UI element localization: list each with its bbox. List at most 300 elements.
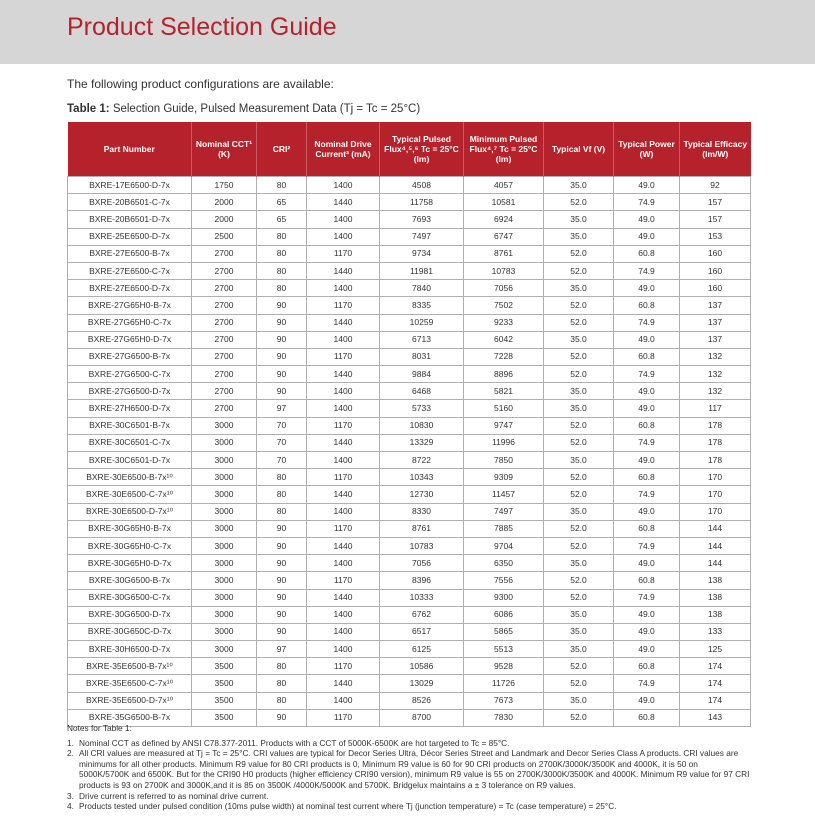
table-cell: BXRE-27E6500-C-7x [68, 262, 192, 279]
table-cell: 3000 [192, 537, 257, 554]
table-cell: 7840 [380, 280, 464, 297]
table-row [68, 280, 751, 297]
table-cell: BXRE-35E6500-C-7x¹⁰ [68, 675, 192, 692]
table-cell: 80 [257, 486, 307, 503]
table-row [68, 297, 751, 314]
table-cell: BXRE-27E6500-B-7x [68, 245, 192, 262]
table-cell: 1170 [307, 572, 380, 589]
table-cell: 137 [680, 331, 751, 348]
table-cell: BXRE-30E6500-B-7x¹⁰ [68, 469, 192, 486]
table-cell: 35.0 [544, 623, 614, 640]
table-cell: 160 [680, 280, 751, 297]
table-cell: 3500 [192, 675, 257, 692]
table-cell: 4057 [464, 177, 544, 194]
table-cell: 74.9 [614, 537, 680, 554]
column-header: CRI² [257, 122, 307, 177]
table-cell: BXRE-20B6501-D-7x [68, 211, 192, 228]
table-cell: 125 [680, 641, 751, 658]
table-cell: 1440 [307, 194, 380, 211]
table-cell: 6042 [464, 331, 544, 348]
table-cell: BXRE-30G6500-C-7x [68, 589, 192, 606]
table-cell: BXRE-27H6500-D-7x [68, 400, 192, 417]
table-cell: BXRE-17E6500-D-7x [68, 177, 192, 194]
table-cell: 49.0 [614, 331, 680, 348]
table-row [68, 228, 751, 245]
table-cell: 5513 [464, 641, 544, 658]
table-cell: BXRE-30E6500-D-7x¹⁰ [68, 503, 192, 520]
table-cell: 1170 [307, 658, 380, 675]
table-cell: 174 [680, 658, 751, 675]
table-cell: 3000 [192, 434, 257, 451]
table-cell: 52.0 [544, 658, 614, 675]
table-cell: 35.0 [544, 606, 614, 623]
table-cell: 35.0 [544, 280, 614, 297]
table-cell: 144 [680, 537, 751, 554]
table-row [68, 555, 751, 572]
table-cell: BXRE-27G65H0-C-7x [68, 314, 192, 331]
note-number: 3. [67, 790, 74, 801]
table-row [68, 503, 751, 520]
table-cell: BXRE-27G6500-B-7x [68, 348, 192, 365]
table-cell: 52.0 [544, 366, 614, 383]
table-cell: BXRE-35G6500-B-7x [68, 709, 192, 726]
table-cell: 80 [257, 262, 307, 279]
table-cell: 49.0 [614, 228, 680, 245]
table-cell: 2700 [192, 366, 257, 383]
note-number: 1. [67, 737, 74, 748]
table-cell: 6747 [464, 228, 544, 245]
table-cell: 144 [680, 555, 751, 572]
table-cell: 35.0 [544, 555, 614, 572]
table-cell: 60.8 [614, 245, 680, 262]
table-cell: 80 [257, 228, 307, 245]
table-cell: BXRE-20B6501-C-7x [68, 194, 192, 211]
table-cell: 3500 [192, 692, 257, 709]
table-cell: 8896 [464, 366, 544, 383]
table-cell: BXRE-30H6500-D-7x [68, 641, 192, 658]
table-cell: 6086 [464, 606, 544, 623]
table-cell: 80 [257, 675, 307, 692]
table-cell: 70 [257, 434, 307, 451]
table-cell: 49.0 [614, 555, 680, 572]
table-cell: 1440 [307, 537, 380, 554]
table-cell: 9309 [464, 469, 544, 486]
table-cell: 52.0 [544, 486, 614, 503]
table-row [68, 366, 751, 383]
table-cell: 9704 [464, 537, 544, 554]
table-cell: 90 [257, 537, 307, 554]
table-cell: 52.0 [544, 314, 614, 331]
table-row [68, 572, 751, 589]
table-cell: BXRE-30C6501-B-7x [68, 417, 192, 434]
table-cell: 90 [257, 623, 307, 640]
table-cell: 80 [257, 280, 307, 297]
column-header: Part Number [68, 122, 192, 177]
table-cell: 178 [680, 434, 751, 451]
table-cell: 3500 [192, 709, 257, 726]
table-cell: 49.0 [614, 623, 680, 640]
table-cell: 10259 [380, 314, 464, 331]
table-cell: 3000 [192, 555, 257, 572]
table-cell: 35.0 [544, 452, 614, 469]
table-cell: 8700 [380, 709, 464, 726]
table-cell: 80 [257, 503, 307, 520]
table-cell: 11457 [464, 486, 544, 503]
table-cell: 6125 [380, 641, 464, 658]
table-cell: 1170 [307, 709, 380, 726]
table-cell: 10830 [380, 417, 464, 434]
table-cell: 6350 [464, 555, 544, 572]
table-row [68, 452, 751, 469]
table-cell: 7885 [464, 520, 544, 537]
table-cell: 5821 [464, 383, 544, 400]
table-cell: 3000 [192, 623, 257, 640]
table-row [68, 623, 751, 640]
table-cell: 1400 [307, 503, 380, 520]
table-cell: 9734 [380, 245, 464, 262]
table-caption [67, 103, 420, 115]
table-cell: 157 [680, 194, 751, 211]
table-cell: 49.0 [614, 177, 680, 194]
table-row [68, 486, 751, 503]
table-cell: 8761 [464, 245, 544, 262]
table-cell: 65 [257, 194, 307, 211]
table-cell: 117 [680, 400, 751, 417]
table-header-row [68, 122, 751, 177]
table-cell: 1400 [307, 383, 380, 400]
table-cell: 80 [257, 658, 307, 675]
table-cell: 5160 [464, 400, 544, 417]
table-cell: 1170 [307, 469, 380, 486]
table-cell: 1400 [307, 692, 380, 709]
table-cell: 1400 [307, 228, 380, 245]
table-row [68, 314, 751, 331]
table-cell: 7502 [464, 297, 544, 314]
table-cell: 137 [680, 314, 751, 331]
table-cell: 132 [680, 366, 751, 383]
table-cell: 3000 [192, 452, 257, 469]
table-cell: 60.8 [614, 469, 680, 486]
table-cell: 90 [257, 606, 307, 623]
table-cell: BXRE-30E6500-C-7x¹⁰ [68, 486, 192, 503]
table-cell: 74.9 [614, 486, 680, 503]
table-cell: 35.0 [544, 400, 614, 417]
table-cell: 60.8 [614, 572, 680, 589]
table-cell: 13029 [380, 675, 464, 692]
table-cell: 52.0 [544, 245, 614, 262]
table-cell: 74.9 [614, 314, 680, 331]
table-cell: 60.8 [614, 297, 680, 314]
table-cell: 1400 [307, 177, 380, 194]
note-item [67, 738, 750, 749]
table-cell: 35.0 [544, 331, 614, 348]
table-caption-label: Table 1: [67, 103, 110, 115]
table-cell: 8330 [380, 503, 464, 520]
table-cell: 90 [257, 520, 307, 537]
table-cell: 11758 [380, 194, 464, 211]
table-cell: 7850 [464, 452, 544, 469]
table-cell: 1750 [192, 177, 257, 194]
title-banner [0, 0, 815, 64]
table-row [68, 692, 751, 709]
table-cell: 2000 [192, 194, 257, 211]
table-cell: 3000 [192, 589, 257, 606]
table-cell: 178 [680, 417, 751, 434]
table-cell: 1440 [307, 486, 380, 503]
table-notes [67, 723, 750, 812]
table-cell: 9233 [464, 314, 544, 331]
table-cell: 1440 [307, 589, 380, 606]
table-cell: 1400 [307, 400, 380, 417]
note-text: Nominal CCT as defined by ANSI C78.377-2011. Products with a CCT of 5000K-6500K are hot targeted to Tc = 85°C. [79, 737, 510, 748]
table-cell: 138 [680, 572, 751, 589]
table-cell: 80 [257, 177, 307, 194]
table-cell: 90 [257, 331, 307, 348]
table-cell: 80 [257, 692, 307, 709]
table-cell: 35.0 [544, 641, 614, 658]
table-cell: 137 [680, 297, 751, 314]
table-cell: 80 [257, 245, 307, 262]
table-cell: 52.0 [544, 417, 614, 434]
table-cell: 160 [680, 262, 751, 279]
table-cell: 1440 [307, 366, 380, 383]
table-cell: 6924 [464, 211, 544, 228]
table-cell: 8335 [380, 297, 464, 314]
table-caption-text: Selection Guide, Pulsed Measurement Data (Tj = Tc = 25°C) [112, 103, 421, 115]
table-cell: 10586 [380, 658, 464, 675]
table-cell: BXRE-27G6500-D-7x [68, 383, 192, 400]
table-cell: BXRE-30C6501-D-7x [68, 452, 192, 469]
table-cell: 2700 [192, 400, 257, 417]
table-cell: 2700 [192, 383, 257, 400]
table-cell: 65 [257, 211, 307, 228]
notes-list [67, 738, 750, 812]
table-cell: 138 [680, 606, 751, 623]
table-cell: 60.8 [614, 709, 680, 726]
table-cell: 74.9 [614, 194, 680, 211]
table-row [68, 262, 751, 279]
table-cell: 97 [257, 400, 307, 417]
table-cell: BXRE-27G6500-C-7x [68, 366, 192, 383]
table-cell: 9528 [464, 658, 544, 675]
table-cell: 1400 [307, 641, 380, 658]
table-cell: 174 [680, 675, 751, 692]
table-cell: BXRE-30G6500-D-7x [68, 606, 192, 623]
table-cell: 74.9 [614, 589, 680, 606]
table-cell: 49.0 [614, 211, 680, 228]
table-cell: 1400 [307, 452, 380, 469]
table-row [68, 641, 751, 658]
table-cell: 80 [257, 469, 307, 486]
table-cell: 10783 [464, 262, 544, 279]
table-cell: BXRE-30G65H0-D-7x [68, 555, 192, 572]
table-cell: 52.0 [544, 434, 614, 451]
intro-text: The following product configurations are available: [67, 77, 334, 91]
table-cell: BXRE-30G65H0-B-7x [68, 520, 192, 537]
table-row [68, 417, 751, 434]
table-cell: 3000 [192, 520, 257, 537]
table-cell: 35.0 [544, 228, 614, 245]
table-cell: 13329 [380, 434, 464, 451]
table-cell: 52.0 [544, 297, 614, 314]
column-header: Typical Power (W) [614, 122, 680, 177]
table-cell: 35.0 [544, 211, 614, 228]
table-cell: 2500 [192, 228, 257, 245]
table-cell: 1400 [307, 211, 380, 228]
table-cell: BXRE-27G65H0-B-7x [68, 297, 192, 314]
table-cell: 6468 [380, 383, 464, 400]
note-text: Drive current is referred to as nominal drive current. [79, 790, 269, 801]
table-cell: 2700 [192, 262, 257, 279]
table-cell: 2000 [192, 211, 257, 228]
table-cell: 157 [680, 211, 751, 228]
table-cell: BXRE-30G6500-B-7x [68, 572, 192, 589]
table-cell: 3000 [192, 469, 257, 486]
table-cell: 90 [257, 709, 307, 726]
table-cell: 60.8 [614, 520, 680, 537]
table-cell: 170 [680, 469, 751, 486]
table-cell: 1440 [307, 675, 380, 692]
table-cell: BXRE-35E6500-B-7x¹⁰ [68, 658, 192, 675]
table-cell: 70 [257, 452, 307, 469]
table-cell: 8761 [380, 520, 464, 537]
table-row [68, 400, 751, 417]
table-cell: 1170 [307, 417, 380, 434]
table-cell: 144 [680, 520, 751, 537]
table-cell: 7056 [380, 555, 464, 572]
table-cell: 52.0 [544, 572, 614, 589]
table-cell: 10343 [380, 469, 464, 486]
table-row [68, 658, 751, 675]
table-cell: 7056 [464, 280, 544, 297]
table-row [68, 469, 751, 486]
column-header: Nominal CCT¹ (K) [192, 122, 257, 177]
table-cell: 5865 [464, 623, 544, 640]
table-cell: 3000 [192, 641, 257, 658]
table-cell: 6713 [380, 331, 464, 348]
table-cell: 49.0 [614, 400, 680, 417]
table-cell: 132 [680, 383, 751, 400]
table-cell: BXRE-27G65H0-D-7x [68, 331, 192, 348]
table-cell: 49.0 [614, 280, 680, 297]
table-row [68, 211, 751, 228]
table-cell: 90 [257, 314, 307, 331]
table-cell: 7497 [464, 503, 544, 520]
table-cell: 49.0 [614, 692, 680, 709]
table-cell: 60.8 [614, 417, 680, 434]
table-cell: 7228 [464, 348, 544, 365]
table-cell: 10581 [464, 194, 544, 211]
table-row [68, 245, 751, 262]
table-cell: 8396 [380, 572, 464, 589]
table-cell: 90 [257, 572, 307, 589]
table-cell: 90 [257, 383, 307, 400]
table-cell: 7693 [380, 211, 464, 228]
column-header: Typical Vf (V) [544, 122, 614, 177]
table-cell: 143 [680, 709, 751, 726]
note-item [67, 748, 750, 790]
table-cell: BXRE-30C6501-C-7x [68, 434, 192, 451]
table-cell: 1440 [307, 262, 380, 279]
table-cell: 52.0 [544, 348, 614, 365]
table-cell: 3000 [192, 486, 257, 503]
table-cell: 6762 [380, 606, 464, 623]
table-cell: 49.0 [614, 606, 680, 623]
table-cell: 3000 [192, 503, 257, 520]
table-cell: BXRE-30G650C-D-7x [68, 623, 192, 640]
table-cell: 74.9 [614, 434, 680, 451]
table-cell: 90 [257, 555, 307, 572]
table-cell: 35.0 [544, 177, 614, 194]
table-cell: 52.0 [544, 675, 614, 692]
table-cell: 52.0 [544, 194, 614, 211]
table-row [68, 434, 751, 451]
table-cell: 1400 [307, 331, 380, 348]
table-cell: 160 [680, 245, 751, 262]
table-cell: 153 [680, 228, 751, 245]
table-cell: 8526 [380, 692, 464, 709]
table-cell: 170 [680, 503, 751, 520]
table-cell: 49.0 [614, 383, 680, 400]
table-row [68, 194, 751, 211]
table-cell: 1400 [307, 623, 380, 640]
table-cell: BXRE-27E6500-D-7x [68, 280, 192, 297]
table-cell: 11981 [380, 262, 464, 279]
table-cell: 60.8 [614, 658, 680, 675]
table-cell: 3000 [192, 417, 257, 434]
table-cell: 1400 [307, 555, 380, 572]
table-cell: 1400 [307, 280, 380, 297]
table-cell: 3000 [192, 606, 257, 623]
table-cell: 9300 [464, 589, 544, 606]
table-cell: 174 [680, 692, 751, 709]
table-cell: 2700 [192, 331, 257, 348]
table-cell: 35.0 [544, 383, 614, 400]
table-cell: 3000 [192, 572, 257, 589]
table-cell: 1440 [307, 434, 380, 451]
table-cell: 52.0 [544, 589, 614, 606]
table-cell: 7497 [380, 228, 464, 245]
table-cell: 10333 [380, 589, 464, 606]
table-cell: 4508 [380, 177, 464, 194]
table-cell: 52.0 [544, 709, 614, 726]
table-cell: 74.9 [614, 366, 680, 383]
table-row [68, 537, 751, 554]
table-cell: 3500 [192, 658, 257, 675]
table-cell: 7830 [464, 709, 544, 726]
table-cell: 133 [680, 623, 751, 640]
table-cell: 49.0 [614, 641, 680, 658]
column-header: Minimum Pulsed Flux⁴,⁷ Tc = 25°C (lm) [464, 122, 544, 177]
table-cell: 2700 [192, 314, 257, 331]
table-cell: 52.0 [544, 262, 614, 279]
table-cell: 90 [257, 297, 307, 314]
notes-heading: Notes for Table 1: [67, 723, 132, 733]
table-cell: 5733 [380, 400, 464, 417]
table-cell: 70 [257, 417, 307, 434]
table-cell: 1170 [307, 348, 380, 365]
table-cell: 52.0 [544, 520, 614, 537]
table-row [68, 675, 751, 692]
note-number: 2. [67, 748, 74, 759]
table-cell: 170 [680, 486, 751, 503]
table-cell: 7673 [464, 692, 544, 709]
table-cell: 90 [257, 589, 307, 606]
table-cell: 35.0 [544, 692, 614, 709]
table-cell: 8722 [380, 452, 464, 469]
table-cell: 8031 [380, 348, 464, 365]
table-cell: 2700 [192, 297, 257, 314]
